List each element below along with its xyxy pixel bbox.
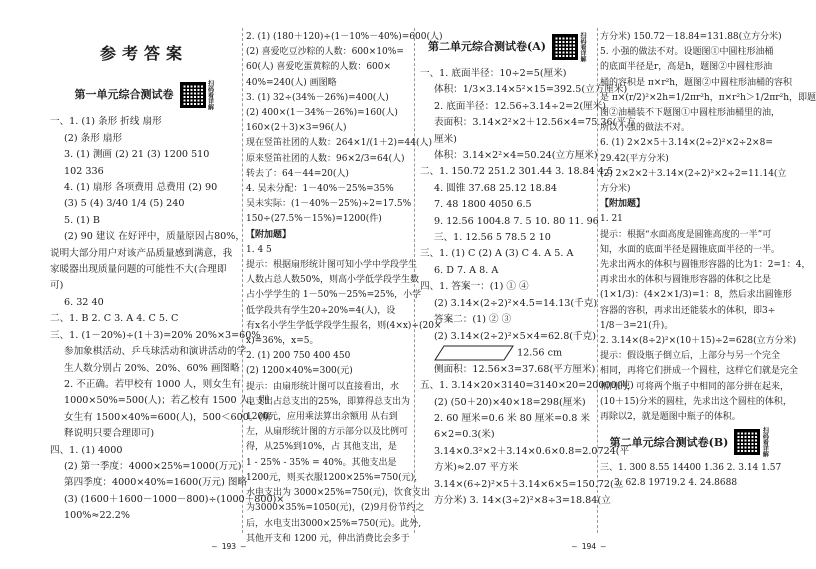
answer-line: 60(人) 喜爱吃蛋黄粽的人数：600× [246, 62, 392, 73]
answer-line: 可) [50, 280, 64, 292]
unit1-heading [50, 80, 238, 110]
qr-label: 扫码看详解 [206, 80, 214, 111]
answer-line: 6×2=0.3(米) [434, 429, 495, 441]
answer-line: 2. 3.14×(8÷2)²×(10＋15)÷2=628(立方分米) [600, 336, 797, 347]
answer-line: (2) 1200×40%=300(元) [246, 366, 353, 377]
answer-line: 1. 21 [600, 214, 623, 225]
hint-line: 1 - 25% - 35% = 40%。其他支出是 [246, 457, 397, 468]
unit2a-heading [420, 32, 594, 62]
hint-line: 提示：假设瓶子倒立后，上部分与另一个完全 [600, 351, 781, 362]
answer-line: 第四季度：4000×40%=1600(万元) 图略 [64, 477, 248, 489]
answer-line: 体积：3.14×2²×4=50.24(立方厘米) [434, 150, 598, 162]
answer-line: 一、1. (1) 条形 折线 扇形 [50, 116, 162, 128]
hint-line: 电支出占总支出的25%，即算得总支出为 [246, 396, 411, 407]
answer-line: 3.14×(6÷2)²×5＋3.14×6×5=150.72(立 [434, 478, 624, 490]
appendix-heading: 【附加题】 [246, 229, 292, 240]
hint-line: 水电支出为 3000×25%=750(元)，饮食支出 [246, 488, 431, 499]
hint-line: 后，水电支出3000×25%=750(元)。此外, [246, 518, 422, 529]
answer-line: 吴未实际：(1－40%－25%)÷2=17.5% [246, 199, 412, 210]
unit2b-heading [600, 427, 778, 457]
hint-line: 左，从扇形统计图的方示部分以及比例可 [246, 427, 409, 438]
answer-line: 方米)≈2.07 平方米 [434, 462, 519, 474]
answer-line: 厘米) [434, 133, 457, 145]
answer-line: 四、1. (1) 4000 [50, 444, 123, 456]
answer-line: 三、1. 12.56 5 78.5 2 10 [434, 232, 551, 244]
answer-line: 体积：1/3×3.14×5²×15=392.5(立方厘米) [434, 84, 628, 96]
answer-line: 2. 底面半径：12.56÷3.14÷2=2(厘米) [434, 100, 606, 112]
answer-line: 方分米) [600, 184, 631, 195]
answer-line: 102 336 [64, 165, 104, 177]
answer-line: 2. 不正确。若甲校有 1000 人，则女生有 [64, 378, 242, 390]
parallelogram-shape [434, 345, 514, 361]
answer-line: 2. 60 厘米=0.6 米 80 厘米=0.8 米 [434, 413, 591, 425]
answer-line: 1000×50%=500(人)；若乙校有 1500 人，则 [64, 395, 269, 407]
hint-line: (1×1/3)：(4×2×1/3)=1：8，然后求出圆锥形 [600, 290, 792, 301]
answer-line: 5. (1) B [64, 214, 100, 226]
answer-line: 是 π×(r/2)²×2h=1/2πr²h，π×r²h＞1/2πr²h，即题 [600, 92, 816, 103]
qr-code[interactable] [734, 427, 768, 457]
answer-line: 现在竖笛社团的人数：264×1/(1＋2)=44(人) [246, 138, 432, 149]
answer-line: 女生有 1500×40%=600(人)，500＜600。(解 [64, 411, 272, 423]
answer-line: 3. (1) 32÷(34%－26%)=400(人) [246, 92, 389, 103]
hint-line: 人数占总人数50%，则高小学低学段学生数 [246, 275, 420, 286]
answer-line: (3) 5 (4) 3/40 1/4 (5) 240 [64, 198, 185, 210]
qr-label: 扫码看详解 [578, 32, 586, 62]
answer-line: 4. 圆锥 37.68 25.12 18.84 [434, 182, 557, 194]
unit2a-title: 第二单元综合测试卷(A) [428, 39, 546, 53]
parallelogram-figure [420, 345, 594, 362]
answer-line: 释说明只要合理即可) [64, 428, 155, 440]
qr-code[interactable] [552, 32, 586, 62]
answer-line: 40%=240(人) 画图略 [246, 77, 337, 88]
answer-line: 二、1. B 2. C 3. A 4. C 5. C [50, 313, 179, 325]
answer-line: 三、1. (1) C (2) A (3) C 4. A 5. A [420, 248, 574, 260]
answer-line: (2) 第一季度：4000×25%=1000(万元) [64, 460, 242, 472]
answer-line: 4. 吴未分配：1－40%－25%=35% [246, 184, 394, 195]
appendix-heading: 【附加题】 [600, 199, 646, 210]
answer-line: 5. 小强的做法不对。设题图①中圆柱形油桶 [600, 47, 774, 58]
hint-line: (10＋15)分米的圆柱，先求出这个圆柱的体积， [600, 396, 792, 407]
answer-line: 2. (1) (180＋120)÷(1－10%－40%)=600(人) [246, 32, 443, 42]
hint-line: 得，从25%到10%，占 其他支出，是 [246, 442, 397, 453]
page-number-left: — 193 — [212, 542, 246, 551]
hint-line: 1/8－3=21(升)。 [600, 320, 674, 331]
answer-line: 家暖器出现质量问题的可能性不大(合理即 [50, 264, 227, 276]
answer-line: 五、1. 3.14×20×3140=3140×20=20000(吨) [420, 380, 634, 392]
answer-line: 一、1. 底面半径：10÷2=5(厘米) [420, 68, 567, 79]
hint-line: 1200元，则买衣服1200×25%=750(元)， [246, 472, 424, 483]
answer-line: (2) 3.14×(2÷2)²×5×4=62.8(千克) [434, 330, 596, 342]
hint-line: 相同的，可将两个瓶子中相同的部分拼在起来， [600, 381, 790, 392]
answer-line: 侧面积：12.56×3=37.68(平方厘米) [434, 363, 596, 375]
hint-line: 有x名小学生学低学段学生报名，则(4×x)÷(20× [246, 320, 442, 331]
answer-line: 2. (1) 200 750 400 450 [246, 351, 351, 362]
column-divider [242, 28, 243, 533]
answer-line: (2) 喜爱吃豆沙粽的人数：600×10%= [246, 47, 404, 58]
answer-line: (3) (1600＋1600－1000－800)÷(1000＋800)× [64, 493, 285, 505]
qr-code-icon [180, 82, 206, 108]
page-number-right: — 194 — [572, 542, 606, 551]
answer-line: (2) 2×2×2＋3.14×(2÷2)²×2÷2=11.14(立 [600, 168, 787, 179]
hint-line: 相同，再将它们拼成一个圆柱，这样它们就是完全 [600, 366, 799, 377]
hint-line: 1200元，应用乘法算出余额用 从右到 [246, 412, 398, 423]
hint-line: 先求出两水的体积与圆锥形容器的比为1：2=1：4， [600, 260, 811, 271]
answer-line: 1. 4 5 [246, 244, 272, 255]
hint-line: 为3000×35%=1050(元)，(2)9月份节约之 [246, 503, 425, 514]
column-4 [600, 30, 816, 555]
answer-line: 图②油桶装不下题图①中圆柱形油桶里的油， [600, 108, 781, 119]
qr-code-icon [734, 429, 760, 455]
page-title: 参考答案 [99, 44, 188, 63]
answer-line: 6. 32 40 [64, 296, 104, 308]
qr-label: 扫码看详解 [761, 427, 769, 458]
answer-line: 生人数分别占 20%、20%、60% 画图略 [64, 362, 240, 374]
answer-line: 参加象棋活动、乒乓球活动和演讲活动的学 [64, 346, 247, 358]
answer-line: 答案二：(1) ② ③ [434, 314, 512, 326]
hint-line: 提示：根据“水面高度是圆锥高度的一半”可 [600, 229, 772, 240]
hint-line: 其他开支和 1200 元，伸出消费比会多于 [246, 533, 410, 544]
hint-line: 低学段共有学生20÷20%=4(人)，设 [246, 305, 396, 316]
parallelogram-label: 12.56 cm [517, 347, 563, 359]
answer-line: 所以小强的做法不对。 [600, 123, 691, 134]
answer-line: 100%≈22.2% [64, 510, 130, 522]
answer-line: 三、1. (1－20%)÷(1＋3)=20% 20%×3=60% [50, 329, 261, 341]
hint-line: 知，水面的底面半径是圆锥底面半径的一半。 [600, 244, 781, 255]
hint-line: 容器的容积，再求出还能装水的体积，即3÷ [600, 305, 776, 316]
answer-line: 方分米) 150.72－18.84=131.88(立方分米) [600, 32, 782, 42]
hint-line: 再求出水的体积与圆锥形容器的体积之比是 [600, 275, 772, 286]
answer-line: 转去了：64－44=20(人) [246, 168, 349, 179]
unit1-title: 第一单元综合测试卷 [74, 88, 174, 102]
answer-line: (2) 400×(1－34%－26%)=160(人) [246, 108, 398, 119]
answer-line: 4. (1) 扇形 各项费用 总费用 (2) 90 [64, 182, 218, 194]
hint-line: x)=36%，x=5。 [246, 336, 319, 347]
answer-line: 7. 48 1800 4050 6.5 [434, 199, 532, 211]
answer-line: (2) 3.14×(2÷2)²×4.5=14.13(千克) [434, 297, 598, 309]
answer-line: 3. 62.8 19719.2 4. 24.8688 [614, 478, 738, 489]
hint-line: 提示：由扇形统计图可以直接看出，水 [246, 381, 400, 392]
answer-line: 表面积：3.14×2²×2＋12.56×4=75.36(平方 [434, 117, 636, 129]
answer-line: 6. D 7. A 8. A [434, 264, 499, 276]
answer-line: 9. 12.56 1004.8 7. 5 10. 80 11. 96 [434, 215, 599, 227]
answer-line: 6. (1) 2×2×5＋3.14×(2÷2)²×2÷2×8= [600, 138, 773, 149]
answer-line: 方分米) 3. 14×(3÷2)²×8÷3=18.84(立 [434, 495, 611, 507]
column-2 [246, 30, 443, 555]
answer-line: 的底面半径是r，高是h，题图②中圆柱形油 [600, 62, 773, 73]
answer-line: 说明大部分用户对该产品质量感到满意，我 [50, 247, 233, 259]
answer-line: 四、1. 答案一：(1) ① ④ [420, 281, 529, 293]
answer-line: 二、1. 150.72 251.2 301.44 3. 18.84 4.5 [420, 166, 614, 178]
hint-line: 提示：根据扇形统计图可知小学中学段学生 [246, 260, 418, 271]
qr-code[interactable] [180, 80, 214, 110]
answer-line: 160×(2＋3)×3=96(人) [246, 123, 347, 134]
answer-line: 150÷(27.5%－15%)=1200(件) [246, 214, 382, 225]
answer-line: 29.42(平方分米) [600, 153, 669, 164]
hint-line: 占小学学生的 1－50%－25%=25%，小学 [246, 290, 422, 301]
answer-line: 3. (1) 测画 (2) 21 (3) 1200 510 [64, 149, 210, 161]
answer-line: (2) 条形 扇形 [64, 132, 123, 144]
answer-line: (2) 90 建议 在好评中，质量原因占80%， [64, 231, 245, 243]
answer-line: 3.14×0.3²×2＋3.14×0.6×0.8=2.0724(平 [434, 445, 630, 457]
answer-line: 原来竖笛社团的人数：96×2/3=64(人) [246, 153, 405, 164]
answer-line: (2) (50＋20)×40×18=298(厘米) [434, 396, 586, 408]
unit2b-title: 第二单元综合测试卷(B) [609, 435, 729, 449]
answer-line: 桶的容积是 π×r²h，题图②中圆柱形油桶的容积 [600, 77, 793, 88]
answer-line: 三、1. 300 8.55 14400 1.36 2. 3.14 1.57 [600, 463, 782, 474]
hint-line: 再除以2，就是题图中瓶子的体积。 [600, 412, 741, 423]
qr-code-icon [552, 34, 578, 60]
